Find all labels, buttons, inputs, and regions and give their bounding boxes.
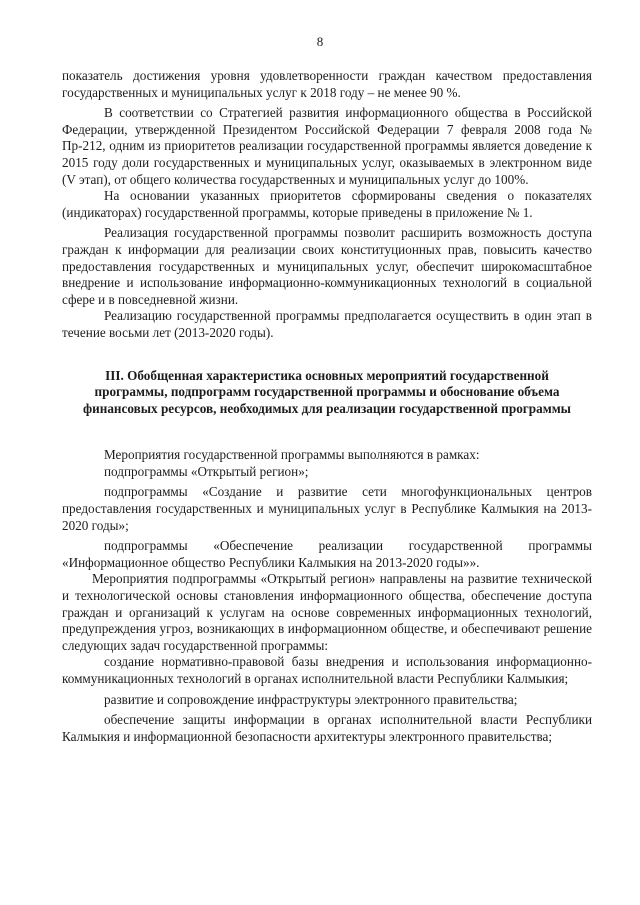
paragraph-continuation: показатель достижения уровня удовлетворенности граждан качеством предоставления государственных и муниципальных услуг к 2018 году – не менее 90 %. [62,68,592,100]
paragraph: Мероприятия государственной программы выполняются в рамках: [104,447,480,463]
list-item: подпрограммы «Создание и развитие сети многофункциональных центров предоставления государственных и муниципальных услуг в Республике Калмыкия на 2013-2020 годы»; [62,484,592,533]
list-item: подпрограммы «Открытый регион»; [104,463,309,479]
paragraph: На основании указанных приоритетов сформированы сведения о показателях (индикаторах) государственной программы, которые приведены в приложение № 1. [62,188,592,220]
list-item: подпрограммы «Обеспечение реализации государственной программы «Информационное общество Республики Калмыкия на 2013-2020 годы»». [62,538,592,570]
section-heading: III. Обобщенная характеристика основных мероприятий государственной программы, подпрограмм государственной программы и обоснование объема финансовых ресурсов, необходимых для реализации государственной программы [83,367,571,416]
list-item: обеспечение защиты информации в органах исполнительной власти Республики Калмыкия и информационной безопасности архитектуры электронного правительства; [62,712,592,744]
paragraph: Реализация государственной программы позволит расширить возможность доступа граждан к информации для реализации своих конституционных прав, повысить качество предоставления государственных и муниципальных услуг, обеспечит широкомасштабное внедрение и использование информационно-коммуникационных технологий в социальной сфере и в повседневной жизни. [62,225,592,307]
paragraph: Мероприятия подпрограммы «Открытый регион» направлены на развитие технической и технологической основы становления информационного общества, обеспечение доступа граждан и организаций к услугам на основе современных информационных технологий, предупреждения угроз, возникающих в информационном обществе, и обеспечивают решение следующих задач государственной программы: [62,571,592,653]
paragraph: В соответствии со Стратегией развития информационного общества в Российской Федерации, утвержденной Президентом Российской Федерации 7 февраля 2008 года № Пр-212, одним из приоритетов реализации государственной программы является доведение к 2015 году доли государственных и муниципальных услуг, оказываемых в электронном виде (V этап), от общего количества государственных и муниципальных услуг до 100%. [62,105,592,187]
list-item: создание нормативно-правовой базы внедрения и использования информационно-коммуникационных технологий в органах исполнительной власти Республики Калмыкия; [62,654,592,686]
page-number: 8 [316,34,324,49]
paragraph: Реализацию государственной программы предполагается осуществить в один этап в течение восьми лет (2013-2020 годы). [62,308,592,340]
document-body [62,68,592,745]
list-item: развитие и сопровождение инфраструктуры электронного правительства; [104,691,518,707]
